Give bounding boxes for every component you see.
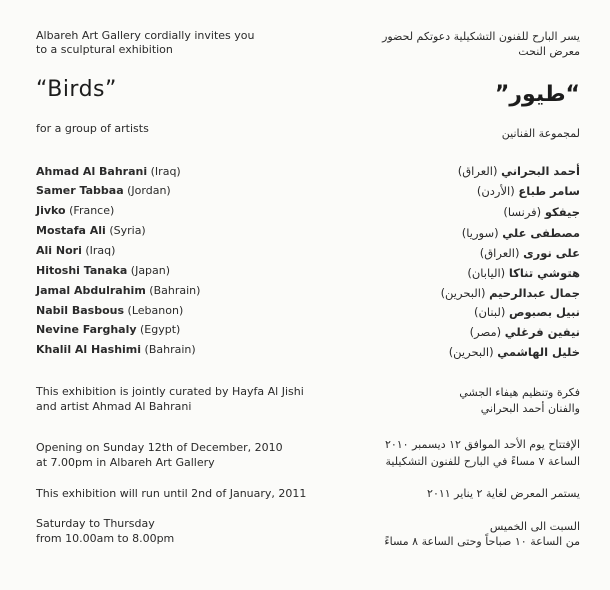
artist-entry-ar	[441, 286, 580, 300]
curated-line-2: and artist Ahmad Al Bahrani	[36, 400, 192, 413]
artist-entry-ar	[480, 246, 580, 260]
artist-country-ar: (العراق)	[457, 164, 498, 178]
artist-country: (Bahrain)	[144, 343, 196, 356]
artist-name-ar: على نورى	[523, 246, 580, 260]
artist-country-ar: (لبنان)	[473, 305, 506, 319]
artist-entry	[36, 304, 183, 318]
artist-entry	[36, 264, 170, 278]
artist-name: Hitoshi Tanaka	[36, 264, 128, 277]
artist-country: (Jordan)	[127, 184, 171, 197]
artist-country-ar: (الأردن)	[476, 184, 515, 198]
curated-line-2-ar: والفنان أحمد البحراني	[480, 402, 580, 415]
artist-name-ar: أحمد البحراني	[501, 164, 580, 178]
hours-line-2-ar: من الساعة ١٠ صباحاً وحتى الساعة ٨ مساءً	[384, 535, 580, 548]
exhibition-title: “Birds”	[36, 77, 117, 102]
artist-name-ar: جيفكو	[544, 205, 580, 219]
artist-country-ar: (سوريا)	[461, 226, 499, 240]
curated-line-1: This exhibition is jointly curated by Hayfa Al Jishi	[36, 385, 304, 398]
artist-name-ar: سامر طباع	[518, 184, 580, 198]
artist-entry-ar	[474, 305, 580, 319]
artist-country: (Japan)	[130, 264, 171, 277]
subtitle: for a group of artists	[36, 122, 149, 135]
artist-entry	[36, 224, 146, 238]
artist-name: Mostafa Ali	[36, 224, 106, 237]
runs-until-ar: يستمر المعرض لغاية ٢ يناير ٢٠١١	[427, 487, 580, 500]
opening-line-2: at 7.00pm in Albareh Art Gallery	[36, 456, 215, 469]
artist-country: (France)	[69, 204, 115, 217]
hours-line-1: Saturday to Thursday	[36, 517, 155, 530]
invite-line-2-ar: معرض النحت	[518, 45, 580, 58]
artist-entry-ar	[449, 345, 580, 359]
artist-name: Nabil Basbous	[36, 304, 125, 317]
artist-country: (Lebanon)	[127, 304, 184, 317]
artist-entry-ar	[467, 266, 580, 280]
artist-country: (Bahrain)	[149, 284, 201, 297]
artist-name-ar: نيفين فرغلي	[504, 325, 580, 339]
invite-line-2: to a sculptural exhibition	[36, 43, 173, 56]
curated-line-1-ar: فكرة وتنظيم هيفاء الجشي	[459, 386, 580, 399]
artist-country: (Syria)	[109, 224, 146, 237]
artist-name-ar: هتوشي تناكا	[508, 266, 580, 280]
artist-country-ar: (مصر)	[469, 325, 502, 339]
artist-name: Khalil Al Hashimi	[36, 343, 142, 356]
artist-name: Nevine Farghaly	[36, 323, 137, 336]
subtitle-ar: لمجموعة الفنانين	[501, 127, 580, 140]
hours-line-2: from 10.00am to 8.00pm	[36, 532, 175, 545]
artist-entry-ar	[503, 205, 580, 219]
artist-country-ar: (البحرين)	[440, 286, 486, 300]
opening-line-1-ar: الإفتتاح يوم الأحد الموافق ١٢ ديسمبر ٢٠١٠	[384, 438, 580, 451]
artist-country-ar: (البحرين)	[448, 345, 494, 359]
artist-name: Samer Tabbaa	[36, 184, 124, 197]
artist-name: Jamal Abdulrahim	[36, 284, 146, 297]
artist-name: Ahmad Al Bahrani	[36, 165, 148, 178]
runs-until: This exhibition will run until 2nd of January, 2011	[36, 487, 307, 500]
invite-line-1-ar: يسر البارح للفنون التشكيلية دعوتكم لحضور	[382, 30, 580, 43]
artist-entry	[36, 343, 196, 357]
artist-name: Ali Nori	[36, 244, 82, 257]
artist-name-ar: خليل الهاشمي	[497, 345, 580, 359]
artist-name: Jivko	[36, 204, 66, 217]
artist-country: (Iraq)	[85, 244, 116, 257]
opening-line-1: Opening on Sunday 12th of December, 2010	[36, 441, 283, 454]
artist-entry	[36, 284, 200, 298]
artist-country-ar: (العراق)	[479, 246, 520, 260]
artist-entry	[36, 323, 180, 337]
artist-country-ar: (فرنسا)	[503, 205, 542, 219]
artist-country: (Iraq)	[150, 165, 181, 178]
invite-line-1: Albareh Art Gallery cordially invites you	[36, 29, 255, 42]
artist-entry	[36, 165, 181, 179]
artist-entry-ar	[458, 164, 580, 178]
opening-line-2-ar: الساعة ٧ مساءً في البارح للفنون التشكيلية	[385, 455, 580, 468]
artist-entry	[36, 244, 115, 258]
hours-line-1-ar: السبت الى الخميس	[489, 520, 580, 533]
artist-name-ar: مصطفى علي	[502, 226, 580, 240]
artist-name-ar: جمال عبدالرحيم	[489, 286, 580, 300]
artist-entry-ar	[477, 184, 580, 198]
artist-entry	[36, 184, 171, 198]
artist-country: (Egypt)	[140, 323, 181, 336]
artist-entry-ar	[462, 226, 580, 240]
artist-entry-ar	[470, 325, 580, 339]
artist-country-ar: (اليابان)	[467, 266, 506, 280]
artist-name-ar: نبيل بصبوص	[509, 305, 580, 319]
artist-entry	[36, 204, 114, 218]
exhibition-title-ar: “طيور”	[494, 82, 580, 107]
